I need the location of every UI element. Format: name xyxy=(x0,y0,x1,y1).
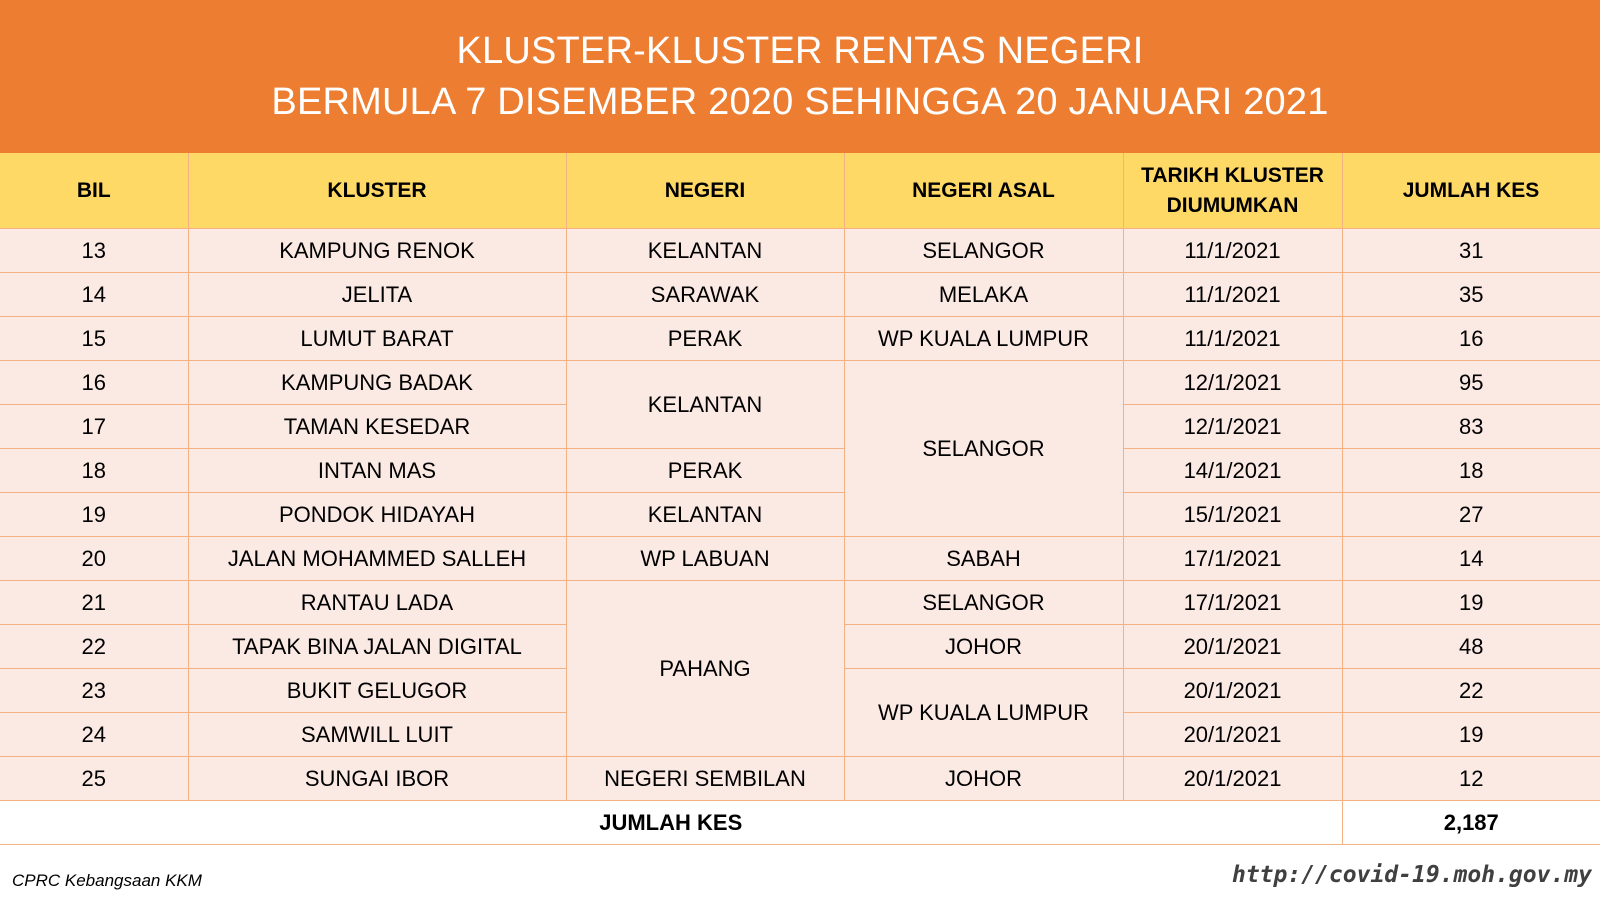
cell-bil: 16 xyxy=(0,361,188,405)
table-row xyxy=(0,361,1600,405)
cell-negeri: PAHANG xyxy=(566,581,844,757)
cell-negeri-asal: JOHOR xyxy=(844,625,1123,669)
cell-negeri: SARAWAK xyxy=(566,273,844,317)
cell-tarikh: 20/1/2021 xyxy=(1123,713,1342,757)
cell-tarikh: 11/1/2021 xyxy=(1123,317,1342,361)
cell-negeri-asal: JOHOR xyxy=(844,757,1123,801)
cell-bil: 19 xyxy=(0,493,188,537)
cell-negeri: NEGERI SEMBILAN xyxy=(566,757,844,801)
cell-kes: 12 xyxy=(1342,757,1600,801)
table-row xyxy=(0,493,1600,537)
cell-negeri-asal: SELANGOR xyxy=(844,581,1123,625)
cell-kes: 31 xyxy=(1342,229,1600,273)
cell-negeri: PERAK xyxy=(566,449,844,493)
table-row xyxy=(0,317,1600,361)
cell-negeri-asal: SELANGOR xyxy=(844,229,1123,273)
cell-kes: 14 xyxy=(1342,537,1600,581)
cell-negeri-asal: MELAKA xyxy=(844,273,1123,317)
cell-bil: 17 xyxy=(0,405,188,449)
cell-negeri: PERAK xyxy=(566,317,844,361)
total-row xyxy=(0,801,1600,845)
cell-tarikh: 11/1/2021 xyxy=(1123,229,1342,273)
cell-bil: 25 xyxy=(0,757,188,801)
column-header-negeri-asal: NEGERI ASAL xyxy=(844,153,1123,229)
column-header-kluster: KLUSTER xyxy=(188,153,566,229)
cell-tarikh: 11/1/2021 xyxy=(1123,273,1342,317)
column-header-tarikh-line1: TARIKH KLUSTER xyxy=(1141,163,1324,187)
cell-negeri: KELANTAN xyxy=(566,361,844,449)
cell-kes: 19 xyxy=(1342,713,1600,757)
cell-bil: 14 xyxy=(0,273,188,317)
cell-kluster: BUKIT GELUGOR xyxy=(188,669,566,713)
table-row xyxy=(0,757,1600,801)
cell-kluster: JELITA xyxy=(188,273,566,317)
cell-negeri-asal: SELANGOR xyxy=(844,361,1123,537)
cell-kes: 35 xyxy=(1342,273,1600,317)
cell-kluster: SUNGAI IBOR xyxy=(188,757,566,801)
cell-kes: 18 xyxy=(1342,449,1600,493)
cell-kluster: KAMPUNG RENOK xyxy=(188,229,566,273)
cell-kes: 48 xyxy=(1342,625,1600,669)
table-header-row xyxy=(0,153,1600,229)
column-header-negeri: NEGERI xyxy=(566,153,844,229)
title-banner xyxy=(0,0,1600,153)
cell-kes: 22 xyxy=(1342,669,1600,713)
cell-bil: 13 xyxy=(0,229,188,273)
cell-tarikh: 14/1/2021 xyxy=(1123,449,1342,493)
table-row xyxy=(0,229,1600,273)
cell-negeri: KELANTAN xyxy=(566,493,844,537)
title-line-1: KLUSTER-KLUSTER RENTAS NEGERI xyxy=(456,29,1144,72)
cell-kluster: TAPAK BINA JALAN DIGITAL xyxy=(188,625,566,669)
cell-tarikh: 15/1/2021 xyxy=(1123,493,1342,537)
cell-kes: 83 xyxy=(1342,405,1600,449)
cell-bil: 23 xyxy=(0,669,188,713)
cell-tarikh: 17/1/2021 xyxy=(1123,581,1342,625)
cell-kluster: TAMAN KESEDAR xyxy=(188,405,566,449)
cell-tarikh: 12/1/2021 xyxy=(1123,405,1342,449)
column-header-tarikh-line2: DIUMUMKAN xyxy=(1166,193,1299,217)
cell-tarikh: 20/1/2021 xyxy=(1123,757,1342,801)
cell-bil: 24 xyxy=(0,713,188,757)
column-header-jumlah-kes: JUMLAH KES xyxy=(1342,153,1600,229)
cell-tarikh: 20/1/2021 xyxy=(1123,625,1342,669)
title-line-2: BERMULA 7 DISEMBER 2020 SEHINGGA 20 JANUARI 2021 xyxy=(271,80,1329,123)
cell-kluster: INTAN MAS xyxy=(188,449,566,493)
table-row xyxy=(0,449,1600,493)
total-label: JUMLAH KES xyxy=(0,801,1342,845)
cell-negeri-asal: SABAH xyxy=(844,537,1123,581)
cell-kluster: PONDOK HIDAYAH xyxy=(188,493,566,537)
cell-negeri-asal: WP KUALA LUMPUR xyxy=(844,669,1123,757)
cell-bil: 22 xyxy=(0,625,188,669)
cell-tarikh: 20/1/2021 xyxy=(1123,669,1342,713)
column-header-bil: BIL xyxy=(0,153,188,229)
cell-kluster: RANTAU LADA xyxy=(188,581,566,625)
column-header-tarikh xyxy=(1123,153,1342,229)
cell-kes: 16 xyxy=(1342,317,1600,361)
cell-kluster: LUMUT BARAT xyxy=(188,317,566,361)
cell-bil: 18 xyxy=(0,449,188,493)
cluster-table xyxy=(0,153,1600,845)
cell-kluster: JALAN MOHAMMED SALLEH xyxy=(188,537,566,581)
cell-negeri: KELANTAN xyxy=(566,229,844,273)
cell-kluster: KAMPUNG BADAK xyxy=(188,361,566,405)
source-credit: CPRC Kebangsaan KKM xyxy=(12,871,202,890)
cell-bil: 20 xyxy=(0,537,188,581)
source-url: http://covid-19.moh.gov.my xyxy=(1231,862,1592,888)
cell-tarikh: 12/1/2021 xyxy=(1123,361,1342,405)
cell-negeri-asal: WP KUALA LUMPUR xyxy=(844,317,1123,361)
cell-kluster: SAMWILL LUIT xyxy=(188,713,566,757)
cell-negeri: WP LABUAN xyxy=(566,537,844,581)
table-row xyxy=(0,273,1600,317)
cell-kes: 95 xyxy=(1342,361,1600,405)
cell-kes: 19 xyxy=(1342,581,1600,625)
cell-bil: 15 xyxy=(0,317,188,361)
cell-tarikh: 17/1/2021 xyxy=(1123,537,1342,581)
cell-kes: 27 xyxy=(1342,493,1600,537)
cell-bil: 21 xyxy=(0,581,188,625)
table-row xyxy=(0,581,1600,625)
table-row xyxy=(0,537,1600,581)
total-value: 2,187 xyxy=(1342,801,1600,845)
